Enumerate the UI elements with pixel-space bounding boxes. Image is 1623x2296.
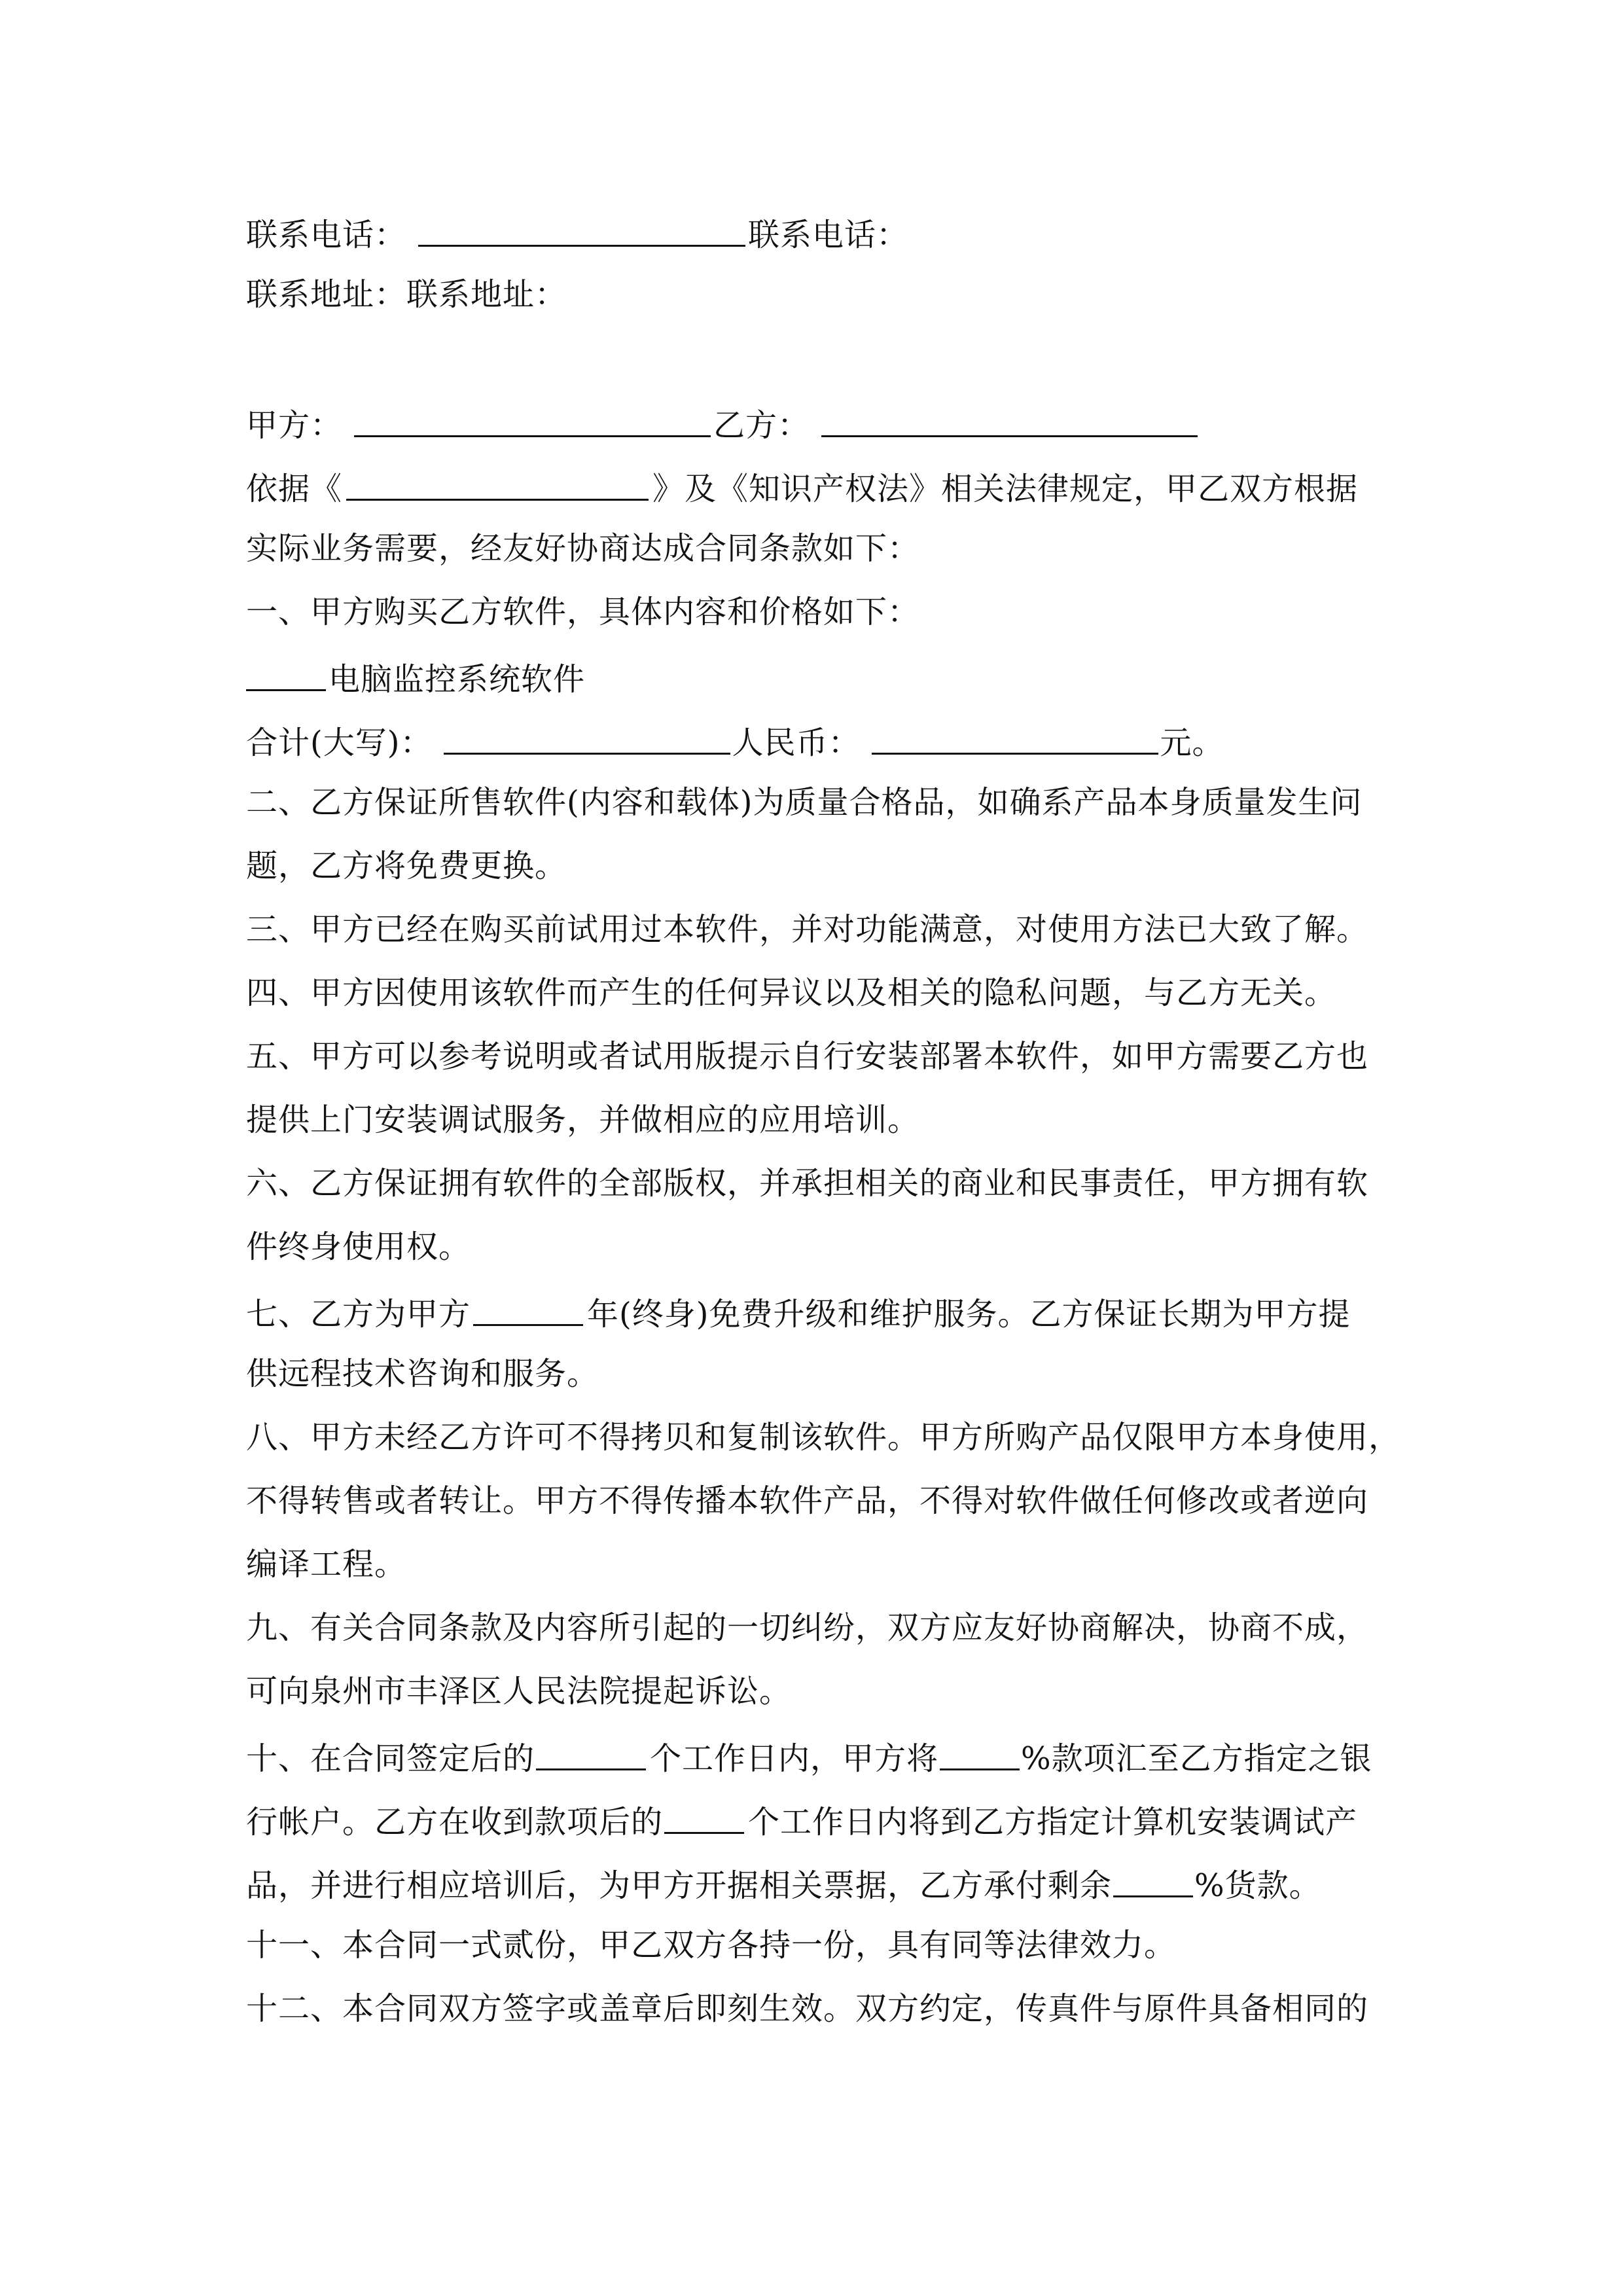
clause-10-text-2b: 个工作日内将到乙方指定计算机安装调试产 [748,1804,1358,1840]
payment-days-blank[interactable] [536,1733,646,1770]
clause-6-text-1: 六、乙方保证拥有软件的全部版权，并承担相关的商业和民事责任，甲方拥有软 [246,1165,1369,1202]
product-line [246,653,585,698]
clause-11-line [246,1922,1176,1968]
parties-line [246,399,1198,444]
contact-address-line [246,272,567,317]
clause-6-text-2: 件终身使用权。 [246,1229,471,1265]
clause-7-line-2 [246,1351,599,1397]
clause-12-text: 十二、本合同双方签字或盖章后即刻生效。双方约定，传真件与原件具备相同的 [246,1990,1369,2027]
yuan-suffix: 元。 [1160,725,1224,761]
clause-6-line-2 [246,1224,471,1270]
clause-10-line-2 [246,1795,1357,1841]
clause-3-line [246,906,1368,952]
rmb-label: 人民币： [732,725,861,761]
preamble-text-2: 实际业务需要，经友好协商达成合同条款如下： [246,530,920,567]
install-days-blank[interactable] [664,1797,744,1834]
clause-5-line-1 [246,1033,1368,1079]
clause-9-text-2: 可向泉州市丰泽区人民法院提起诉讼。 [246,1673,792,1710]
clause-7-prefix: 七、乙方为甲方 [246,1296,471,1333]
clause-1-line [246,589,919,635]
party-b-blank[interactable] [821,400,1198,437]
clause-5-text-2: 提供上门安装调试服务，并做相应的应用培训。 [246,1102,920,1138]
preamble-prefix: 依据《 [246,471,343,507]
clause-10-text-1a: 十、在合同签定后的 [246,1740,535,1777]
clause-8-text-3: 编译工程。 [246,1546,407,1583]
clause-5-text-1: 五、甲方可以参考说明或者试用版提示自行安装部署本软件，如甲方需要乙方也 [246,1038,1369,1075]
total-uppercase-blank[interactable] [444,717,730,755]
clause-10-text-1b: 个工作日内，甲方将 [650,1740,939,1777]
clause-7-suffix: 年(终身)免费升级和维护服务。乙方保证长期为甲方提 [587,1296,1351,1333]
clause-9-text-1: 九、有关合同条款及内容所引起的一切纠纷，双方应友好协商解决，协商不成， [246,1609,1369,1646]
clause-9-line-1 [246,1605,1368,1651]
contact-phone-line [246,208,908,254]
clause-11-text: 十一、本合同一式贰份，甲乙双方各持一份，具有同等法律效力。 [246,1927,1177,1964]
clause-4-line [246,970,1336,1016]
product-quantity-blank[interactable] [246,654,326,691]
preamble-suffix: 》及《知识产权法》相关法律规定，甲乙双方根据 [652,471,1359,507]
party-a-label: 甲方： [246,407,343,444]
clause-10-text-2a: 行帐户。乙方在收到款项后的 [246,1804,664,1840]
clause-3-text: 三、甲方已经在购买前试用过本软件，并对功能满意，对使用方法已大致了解。 [246,911,1369,948]
address-label-party-a: 联系地址： [246,276,407,313]
clause-8-line-2 [246,1478,1368,1524]
clause-9-line-2 [246,1668,791,1714]
phone-label-party-b: 联系电话： [748,217,909,253]
clause-2-text-2: 题，乙方将免费更换。 [246,848,567,884]
clause-4-text: 四、甲方因使用该软件而产生的任何异议以及相关的隐私问题，与乙方无关。 [246,975,1337,1011]
clause-10-text-1c: %款项汇至乙方指定之银 [1021,1740,1372,1777]
preamble-line-1 [246,462,1358,508]
clause-8-text-1: 八、甲方未经乙方许可不得拷贝和复制该软件。甲方所购产品仅限甲方本身使用， [246,1419,1401,1456]
clause-10-text-3b: %货款。 [1194,1867,1321,1904]
clause-10-line-1 [246,1732,1372,1778]
clause-7-text-2: 供远程技术咨询和服务。 [246,1355,599,1392]
total-uppercase-label: 合计(大写)： [246,725,433,761]
product-name: 电脑监控系统软件 [329,661,586,698]
party-a-blank[interactable] [354,400,711,437]
clause-2-text-1: 二、乙方保证所售软件(内容和载体)为质量合格品，如确系产品本身质量发生问 [246,784,1363,821]
rmb-amount-blank[interactable] [872,717,1158,755]
clause-2-line-2 [246,843,567,889]
clause-10-line-3 [246,1859,1321,1905]
address-label-party-b: 联系地址： [406,276,567,313]
payment-percent-blank[interactable] [940,1733,1020,1770]
clause-8-line-3 [246,1541,406,1587]
remaining-percent-blank[interactable] [1113,1860,1193,1897]
clause-7-line-1 [246,1287,1350,1333]
phone-blank[interactable] [418,209,745,247]
party-b-label: 乙方： [713,407,810,444]
clause-10-text-3a: 品，并进行相应培训后，为甲方开据相关票据，乙方承付剩余 [246,1867,1113,1904]
clause-8-text-2: 不得转售或者转让。甲方不得传播本软件产品，不得对软件做任何修改或者逆向 [246,1482,1369,1519]
clause-8-line-1 [246,1414,1400,1460]
clause-6-line-1 [246,1160,1368,1206]
clause-1-text: 一、甲方购买乙方软件，具体内容和价格如下： [246,594,920,630]
clause-2-line-1 [246,780,1362,825]
clause-5-line-2 [246,1097,919,1143]
preamble-line-2 [246,526,919,571]
law-name-blank[interactable] [346,463,649,501]
service-years-blank[interactable] [473,1289,583,1326]
total-line [246,716,1224,762]
clause-12-line [246,1986,1368,2032]
phone-label-party-a: 联系电话： [246,217,407,253]
